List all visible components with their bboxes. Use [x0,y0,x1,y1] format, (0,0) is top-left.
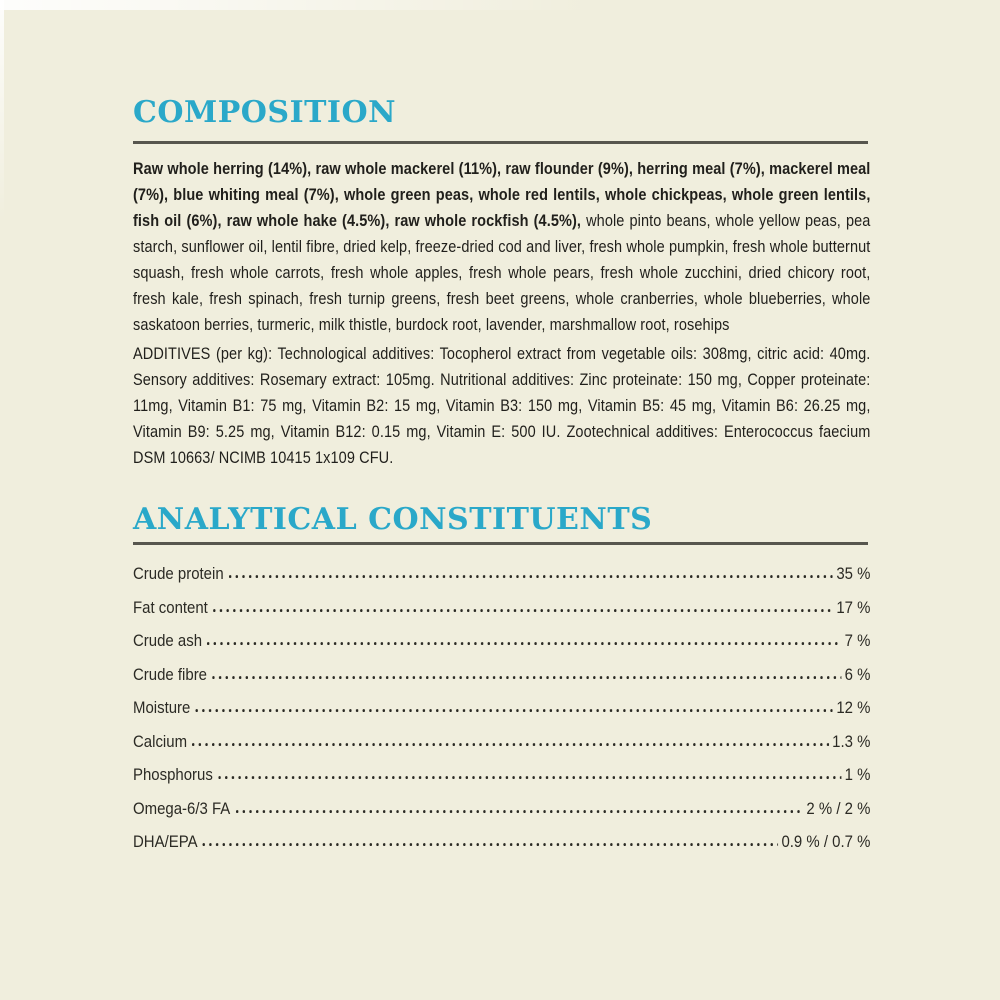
dot-leader [207,642,841,646]
dot-leader [229,575,833,579]
composition-rule [133,141,868,144]
constituent-label: Crude fibre [133,664,208,684]
constituent-value: 1.3 % [832,731,871,751]
dot-leader [213,609,833,613]
analytical-table-row [133,623,870,657]
dot-leader [196,709,833,713]
additives-block [133,341,870,471]
constituent-value: 0.9 % / 0.7 % [781,832,871,851]
label-content [133,0,870,1000]
dot-leader [236,810,803,814]
additives-paragraph: ADDITIVES (per kg): Technological additives: Tocopherol extract from vegetable oils: 308mg, citric acid: 40mg. Sensory additives: Rosemary extract: 105mg. Nutritional additives: Zinc proteinate: 150 mg, Copper proteinate: 11mg, Vitamin B1: 75 mg, Vitamin B2: 15 mg, Vitamin B3: 150 mg, Vitamin B5: 45 mg, Vitamin B6: 26.25 mg, Vitamin B9: 5.25 mg, Vitamin B12: 0.15 mg, Vitamin E: 500 IU. Zootechnical additives: Enterococcus faecium DSM 10663/ NCIMB 10415 1x109 CFU. [133,345,871,467]
ingredients-remainder: whole pinto beans, whole yellow peas, pea starch, sunflower oil, lentil fibre, dried kelp, freeze-dried cod and liver, fresh whole pumpkin, fresh whole butternut squash, fresh whole carrots, fresh whole apples, fresh whole pears, fresh whole zucchini, dried chicory root, fresh kale, fresh spinach, fresh turnip greens, fresh beet greens, whole cranberries, whole blueberries, whole saskatoon berries, turmeric, milk thistle, burdock root, lavender, marshmallow root, rosehips [133,212,871,334]
ingredients-paragraph [133,156,870,338]
constituent-label: Moisture [133,698,191,717]
constituent-label: Phosphorus [133,765,213,784]
constituent-value: 12 % [836,698,871,717]
analytical-table-row [133,590,870,624]
constituent-label: Crude ash [133,631,203,650]
analytical-table-row [133,657,870,691]
constituent-value: 17 % [836,597,871,617]
analytical-table-row [133,724,870,758]
constituent-label: Fat content [133,597,208,617]
constituent-value: 1 % [844,765,871,784]
dot-leader [192,743,828,747]
ingredients-block [133,156,870,338]
constituent-value: 7 % [844,631,871,650]
ingredients-named-percentages: Raw whole herring (14%), raw whole mackerel (11%), raw flounder (9%), herring meal (7%), mackerel meal (7%), blue whiting meal (7%), whole green peas, whole red lentils, whole chickpeas, whole green lentils, fish oil (6%), raw whole hake (4.5%), raw whole rockfish (4.5%), [133,160,871,230]
dot-leader [203,843,778,847]
constituent-label: Omega-6/3 FA [133,798,231,818]
constituent-label: DHA/EPA [133,832,198,851]
analytical-table-row [133,757,870,791]
analytical-constituents-heading: ANALYTICAL CONSTITUENTS [133,502,653,537]
constituent-label: Calcium [133,731,188,751]
constituent-label: Crude protein [133,564,224,583]
dot-leader [218,776,841,780]
analytical-table-row [133,690,870,724]
analytical-table [133,556,870,858]
analytical-table-row [133,791,870,825]
scan-light-left [0,0,4,220]
constituent-value: 2 % / 2 % [806,798,871,818]
analytical-table-row [133,824,870,858]
analytical-table-row [133,556,870,590]
analytical-rule [133,542,868,545]
constituent-value: 6 % [844,664,871,684]
constituent-value: 35 % [836,564,871,583]
composition-heading: COMPOSITION [133,95,397,130]
dot-leader [212,676,841,680]
